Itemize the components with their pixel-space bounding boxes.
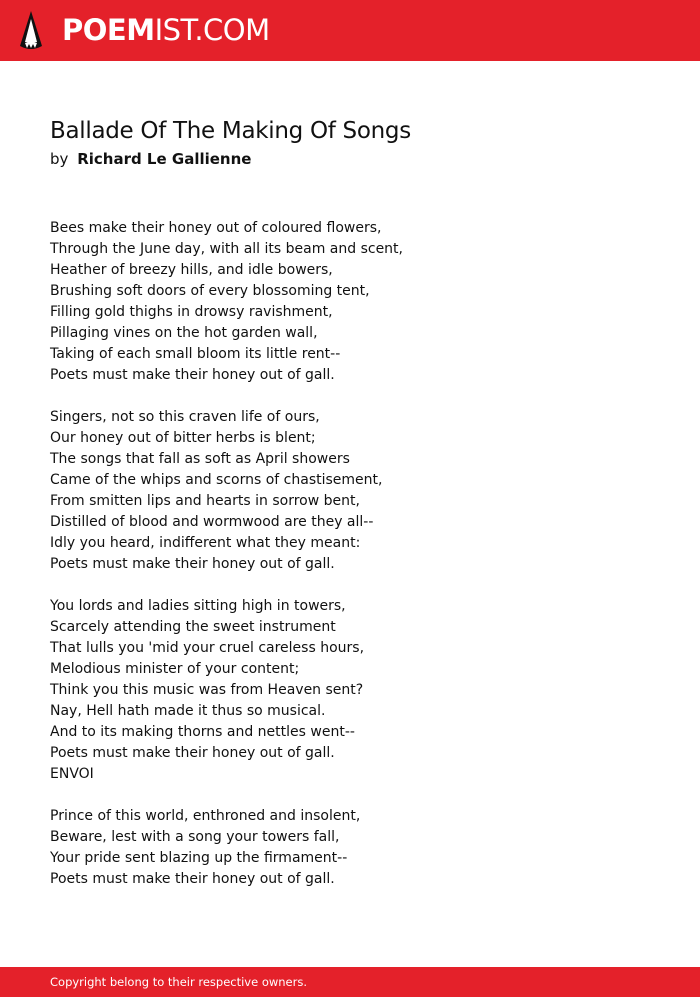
stanza — [50, 806, 650, 890]
poem-body — [50, 218, 650, 911]
poem-line: Came of the whips and scorns of chastisement, — [50, 472, 383, 488]
poem-line: Think you this music was from Heaven sent? — [50, 682, 364, 698]
site-logo[interactable] — [62, 11, 270, 49]
poem-line: Your pride sent blazing up the firmament-- — [50, 850, 348, 866]
poem-line: That lulls you 'mid your cruel careless hours, — [50, 640, 365, 656]
poem-line: Singers, not so this craven life of ours, — [50, 409, 320, 425]
poem-line: Taking of each small bloom its little rent-- — [50, 346, 341, 362]
poem-line: Idly you heard, indifferent what they meant: — [50, 535, 361, 551]
by-label: by — [50, 150, 69, 168]
byline — [50, 148, 251, 170]
poem-line: Melodious minister of your content; — [50, 661, 300, 677]
stanza — [50, 218, 650, 386]
poem-line: Poets must make their honey out of gall. — [50, 871, 335, 887]
site-header — [0, 0, 700, 61]
poem-line: Poets must make their honey out of gall. — [50, 556, 335, 572]
poem-line: Filling gold thighs in drowsy ravishment, — [50, 304, 333, 320]
poem-line: Our honey out of bitter herbs is blent; — [50, 430, 316, 446]
pen-nib-icon[interactable] — [18, 10, 44, 52]
poem-line: Heather of breezy hills, and idle bowers, — [50, 262, 333, 278]
author-name: Richard Le Gallienne — [77, 150, 252, 168]
logo-text-bold: POEM — [62, 13, 155, 47]
poem-line: Scarcely attending the sweet instrument — [50, 619, 336, 635]
poem-line: Through the June day, with all its beam and scent, — [50, 241, 403, 257]
stanza — [50, 407, 650, 575]
poem-line: From smitten lips and hearts in sorrow bent, — [50, 493, 360, 509]
poem-line: Bees make their honey out of coloured flowers, — [50, 220, 382, 236]
poem-line: And to its making thorns and nettles went-- — [50, 724, 355, 740]
poem-line: The songs that fall as soft as April showers — [50, 451, 350, 467]
poem-line: ENVOI — [50, 766, 94, 782]
poem-line: Distilled of blood and wormwood are they all-- — [50, 514, 374, 530]
poem-line: Pillaging vines on the hot garden wall, — [50, 325, 318, 341]
poem-title: Ballade Of The Making Of Songs — [50, 118, 411, 144]
poem-line: Brushing soft doors of every blossoming tent, — [50, 283, 370, 299]
poem-line: Prince of this world, enthroned and insolent, — [50, 808, 361, 824]
stanza — [50, 596, 650, 785]
poem-line: Nay, Hell hath made it thus so musical. — [50, 703, 326, 719]
poem-line: Poets must make their honey out of gall. — [50, 745, 335, 761]
poem-line: You lords and ladies sitting high in towers, — [50, 598, 346, 614]
poem-line: Poets must make their honey out of gall. — [50, 367, 335, 383]
logo-text-light: IST.COM — [154, 13, 270, 47]
poem-line: Beware, lest with a song your towers fall, — [50, 829, 340, 845]
site-footer — [0, 967, 700, 997]
copyright-notice: Copyright belong to their respective owners. — [50, 975, 308, 989]
